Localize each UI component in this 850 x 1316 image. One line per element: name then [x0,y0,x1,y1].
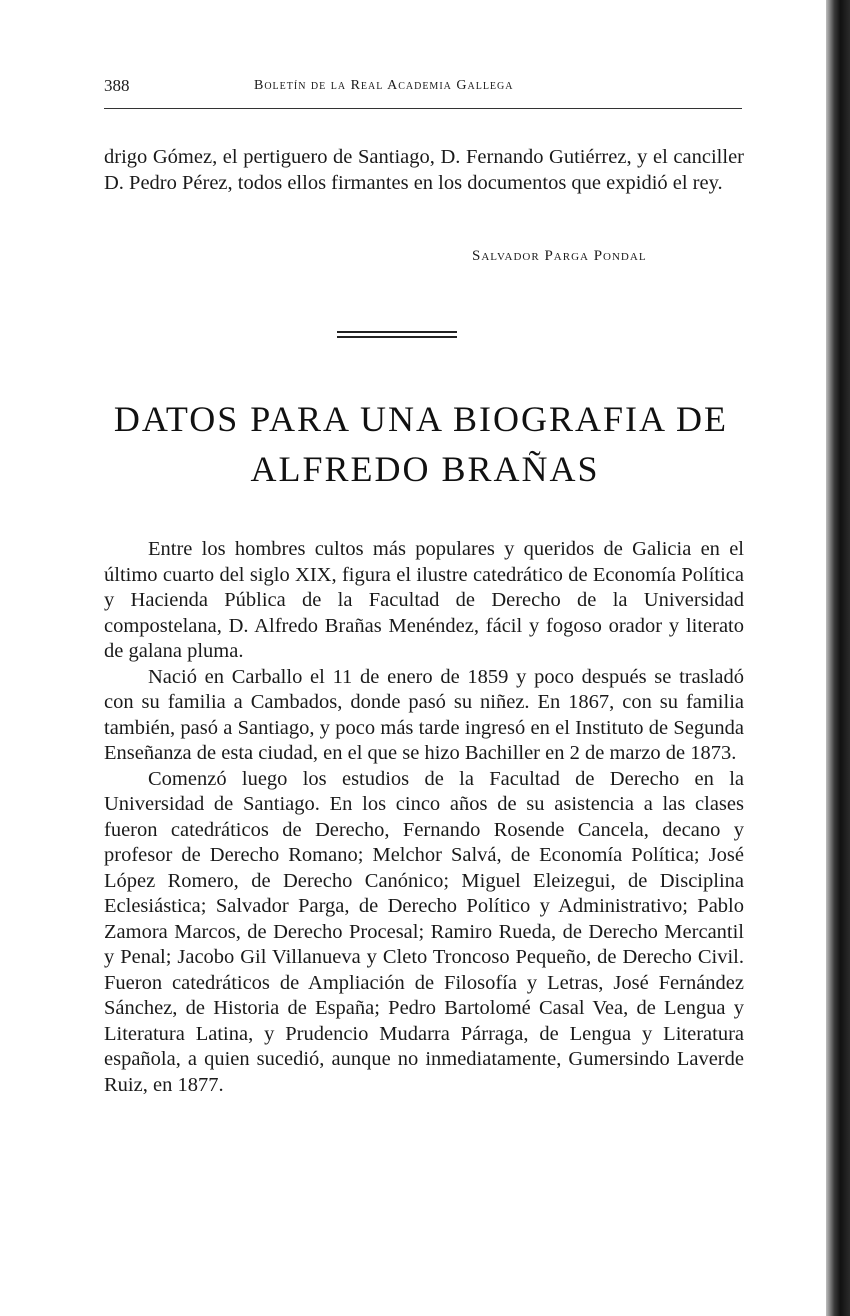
body-paragraph: Nació en Carballo el 11 de enero de 1859 y poco después se trasladó con su familia a Cambados, donde pasó su niñez. En 1867, con su familia también, pasó a Santiago, y poco más tarde ingresó en el Instituto de Segunda Enseñanza de esta ciudad, en el que se hizo Bachiller en 2 de marzo de 1873. [104,665,744,764]
running-title: Boletín de la Real Academia Gallega [254,78,514,93]
article-title-line-2: ALFREDO BRAÑAS [250,449,600,489]
page-header [104,76,744,104]
body-paragraph: Comenzó luego los estudios de la Facultad de Derecho en la Universidad de Santiago. En los cinco años de su asistencia a las clases fueron catedráticos de Derecho, Fernando Rosende Cancela, decano y profesor de Derecho Romano; Melchor Salvá, de Economía Política; José López Romero, de Derecho Canónico; Miguel Eleizegui, de Disciplina Eclesiástica; Salvador Parga, de Derecho Político y Administrativo; Pablo Zamora Marcos, de Derecho Procesal; Ramiro Rueda, de Derecho Mercantil y Penal; Jacobo Gil Villanueva y Cleto Troncoso Pequeño, de Derecho Civil. Fueron catedráticos de Ampliación de Filosofía y Letras, José Fernández Sánchez, de Historia de España; Pedro Bartolomé Casal Vea, de Lengua y Literatura Latina, y Prudencio Mudarra Párraga, de Lengua y Literatura española, a quien sucedió, aunque no inmediatamente, Gumersindo Laverde Ruiz, en 1877. [104,767,744,1096]
page-number: 388 [104,76,130,95]
header-rule [104,108,742,109]
article-title-line-1: DATOS PARA UNA BIOGRAFIA DE [113,399,729,439]
article-body [104,537,744,1098]
author-signature: Salvador Parga Pondal [472,248,647,264]
section-separator-rule [337,336,457,338]
previous-article-closing-text: drigo Gómez, el pertiguero de Santiago, D. Fernando Gutiérrez, y el canciller D. Pedro Pérez, todos ellos firmantes en los documentos que expidió el rey. [104,146,744,194]
scan-edge-shadow [826,0,850,1316]
body-paragraph: Entre los hombres cultos más populares y queridos de Galicia en el último cuarto del siglo XIX, figura el ilustre catedrático de Economía Política y Hacienda Pública de la Facultad de Derecho de la Universidad compostelana, D. Alfredo Brañas Menéndez, fácil y fogoso orador y literato de galana pluma. [104,538,744,662]
section-separator-rule [337,331,457,333]
